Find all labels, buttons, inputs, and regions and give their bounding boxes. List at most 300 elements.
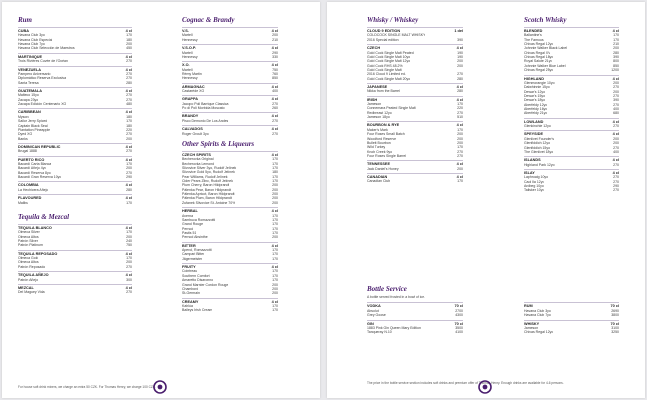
item-price: 270 (272, 101, 278, 106)
menu-item (182, 89, 278, 93)
group-name: CREAMY (182, 299, 199, 304)
item-price: 270 (613, 102, 619, 107)
item-price: 170 (613, 33, 619, 38)
cognac-column (182, 16, 278, 313)
section-title: Scotch Whisky (524, 16, 567, 24)
item-price: 220 (126, 127, 132, 132)
item-price: 270 (613, 124, 619, 129)
menu-item (367, 167, 463, 171)
item-name: Royal Salute 21yo (524, 59, 553, 64)
item-name: 1883 Pink Gin Queen Mary Edition (367, 325, 421, 330)
group-size: 4 cl (456, 123, 463, 128)
item-name: Pálenka Pear, Baron Hildprandt (182, 187, 232, 192)
menu-item (18, 81, 132, 85)
menu-item (18, 188, 132, 192)
item-name: Olmeca Altos (18, 260, 39, 265)
item-price: 270 (613, 179, 619, 184)
item-price: 270 (457, 72, 463, 77)
item-price: 200 (457, 136, 463, 141)
item-name: Sailor Jerry Spiced (18, 119, 48, 124)
item-name: Bacardí Gran Reserva 10yo (18, 175, 62, 180)
item-price: 170 (272, 179, 278, 184)
item-name: Glenkinchie 12yo (524, 124, 551, 129)
group-size: 4 cl (125, 251, 132, 256)
item-name: Laphroaig 10yo (524, 175, 549, 180)
menu-item (18, 46, 132, 50)
item-price: 270 (126, 76, 132, 81)
item-name: Zufanek Slivovice St. Antoine 70% (182, 200, 236, 205)
item-price: 200 (126, 234, 132, 239)
item-name: Aberfeldy 12yo (524, 102, 548, 107)
section-title: Whisky / Whiskey (367, 16, 419, 24)
right-footnote: The price in the bottle service section includes soft drinks and premium offer of Thomas Henry. Enough drinks are available for 4-6 persons. (367, 381, 564, 385)
item-name: Plantation Pineapple (18, 127, 51, 132)
item-price: 170 (272, 252, 278, 257)
item-name: Dewar's 15yo (524, 93, 546, 98)
item-price: 200 (457, 63, 463, 68)
item-name: Aberfeldy 16yo (524, 106, 548, 111)
menu-item (182, 106, 278, 110)
item-name: Havana Club 7yo (524, 313, 551, 318)
item-name: Jameson 18yo (367, 115, 390, 120)
item-price: 4300 (455, 313, 463, 318)
item-price: 180 (126, 37, 132, 42)
group-size: 4 cl (612, 29, 619, 33)
group-name: TEQUILA AÑEJO (18, 273, 49, 278)
item-name: 2016 Special edition (367, 37, 399, 42)
menu-item (367, 313, 463, 317)
item-price: 170 (272, 256, 278, 261)
item-price: 290 (126, 175, 132, 180)
item-name: Sambuca Romazzotti (182, 217, 216, 222)
item-name: Johnnie Walker Blue Label (524, 63, 566, 68)
brand-logo-icon (153, 380, 167, 394)
item-name: Patrón Añejo (18, 277, 39, 282)
menu-item (182, 257, 278, 261)
group-name: LOWLAND (524, 119, 544, 124)
item-name: Grey Goose (367, 313, 386, 318)
item-name: Amaretto Disaronno (182, 278, 214, 283)
group-size: 4 cl (456, 46, 463, 51)
menu-item (182, 119, 278, 123)
group-name: CARIBBEAN (18, 110, 41, 115)
item-name: Hennessy (182, 76, 198, 81)
item-name: Malibu (18, 200, 29, 205)
item-name: Captain Black Seal (18, 123, 48, 128)
item-price: 510 (457, 115, 463, 120)
item-price: 270 (126, 97, 132, 102)
group-size: 4 cl (612, 76, 619, 81)
item-price: 200 (457, 166, 463, 171)
item-name: Mysoro (18, 114, 30, 119)
item-price: 270 (126, 93, 132, 98)
bottle-service-title: Bottle Service (367, 285, 407, 293)
section-title: Rum (18, 16, 33, 24)
item-name: Slivovice Silver 3yo, Rudolf Jelínek (182, 166, 237, 171)
item-name: Dyed XO (18, 132, 33, 137)
item-price: 290 (613, 184, 619, 189)
item-name: Martell (182, 33, 193, 38)
group-name: CANADIAN (367, 175, 388, 179)
section-title: Cognac & Brandy (182, 16, 235, 24)
item-price: 280 (457, 89, 463, 94)
item-name: Bulleit Bourbon (367, 140, 391, 145)
group-name: HERBAL (182, 209, 198, 214)
item-name: Brugal 1888 (18, 149, 37, 154)
group-size: 4 cl (271, 29, 278, 33)
item-name: Pampero Aniversario (18, 71, 51, 76)
item-name: Olmeca Silver (18, 230, 40, 235)
item-price: 200 (272, 33, 278, 38)
group-name: HIGHLAND (524, 76, 545, 81)
item-name: Castarède XO (182, 89, 205, 94)
item-name: Jameson (367, 102, 382, 107)
item-price: 300 (126, 277, 132, 282)
group-name: JAPANESE (367, 84, 388, 89)
group-name: CZECH SPIRITS (182, 152, 211, 157)
item-price: 200 (613, 46, 619, 51)
item-price: 170 (457, 179, 463, 184)
item-price: 210 (613, 42, 619, 47)
item-name: Zacapa Edición Centenario XO (18, 102, 67, 107)
left-footnote: For house soft drink mixers, we charge an extra 50 CZK. For Thomas Henry, we charge 100 CZK. (18, 385, 156, 389)
item-price: 200 (272, 282, 278, 287)
item-price: 170 (272, 278, 278, 283)
item-name: Patrón Reposado (18, 264, 46, 269)
item-name: Slivovice Gold 5yo, Rudolf Jelínek (182, 170, 235, 175)
item-price: 390 (613, 55, 619, 60)
item-price: 270 (126, 149, 132, 154)
item-name: Banks (18, 136, 28, 141)
group-size: 4 cl (271, 265, 278, 270)
item-price: 850 (272, 76, 278, 81)
item-price: 220 (457, 106, 463, 111)
item-name: Dalwhinnie 15yo (524, 85, 550, 90)
menu-item (18, 265, 132, 269)
item-name: Talisker 10yo (524, 188, 545, 193)
item-name: COLDCOCK SINGLE MALT WHISKY (367, 33, 426, 38)
item-name: Havana Club Especial (18, 37, 53, 42)
item-name: Po di Poli Morbida Moscato (182, 106, 225, 111)
bottle-service-left (367, 302, 463, 334)
group-size: 70 cl (610, 321, 619, 326)
item-price: 200 (613, 136, 619, 141)
item-price: 200 (272, 187, 278, 192)
group-size: 4 cl (125, 225, 132, 230)
group-size: 4 cl (125, 88, 132, 93)
item-price: 270 (126, 59, 132, 64)
item-price: 2700 (455, 308, 463, 313)
item-price: 170 (272, 230, 278, 235)
group-size: 4 cl (612, 170, 619, 175)
group-name: DOMINICAN REPUBLIC (18, 144, 61, 149)
item-price: 240 (126, 239, 132, 243)
item-price: 200 (272, 291, 278, 296)
item-price: 200 (126, 136, 132, 141)
item-name: Grand Rouge (182, 222, 204, 227)
group-name: TEQUILA REPOSADO (18, 251, 58, 256)
item-name: La Hechicera Añejo (18, 187, 49, 192)
item-name: Bacardí Carta Blanca (18, 162, 52, 167)
menu-item (367, 115, 463, 119)
group-name: VENEZUELA (18, 67, 41, 72)
item-name: Jacopo Poli Barrique Classica (182, 101, 229, 106)
group-name: V.S. (182, 29, 189, 33)
item-price: 750 (126, 243, 132, 248)
item-price: 170 (457, 145, 463, 150)
item-price: 200 (272, 196, 278, 201)
item-name: Dewar's 18yo (524, 98, 546, 103)
item-name: The Famous (524, 37, 544, 42)
item-price: 270 (272, 131, 278, 136)
item-price: 170 (126, 200, 132, 205)
menu-item (524, 188, 619, 192)
item-price: 170 (272, 217, 278, 222)
item-name: 2016 Cloud 9 Limited ed. (367, 72, 406, 77)
item-name: Canadian Club (367, 179, 391, 184)
menu-item (18, 175, 132, 179)
group-name: BLENDED (524, 29, 543, 33)
group-name: ARMAGNAC (182, 84, 205, 89)
item-price: 180 (126, 114, 132, 119)
item-name: Gold Cock RHS 48.2% (367, 63, 403, 68)
brand-logo-icon (478, 380, 492, 394)
item-price: 3250 (611, 330, 619, 335)
menu-item (182, 38, 278, 42)
menu-item (182, 55, 278, 59)
group-size: 4 cl (125, 144, 132, 149)
group-name: WHISKY (524, 321, 540, 326)
item-name: Dewar's 12yo (524, 89, 546, 94)
item-price: 170 (272, 273, 278, 278)
menu-item (18, 149, 132, 153)
group-name: TEQUILA BLANCO (18, 225, 52, 230)
menu-item (182, 76, 278, 80)
item-name: Pisco Demonio De Los Andes (182, 118, 229, 123)
item-name: Caol Ila 12yo (524, 179, 545, 184)
item-price: 330 (272, 54, 278, 59)
group-name: VODKA (367, 304, 381, 309)
group-size: 70 cl (454, 321, 463, 326)
item-name: Glenfiddich 15yo (524, 145, 551, 150)
item-price: 180 (272, 170, 278, 175)
item-price: 800 (613, 59, 619, 64)
item-name: Johnnie Walker Black Label (524, 46, 568, 51)
item-name: Aberfeldy 21yo (524, 111, 548, 116)
group-name: CUBA (18, 29, 29, 33)
item-name: Redbreast 12yo (367, 110, 392, 115)
group-size: 4 cl (271, 152, 278, 157)
item-price: 200 (457, 132, 463, 137)
item-price: 170 (272, 248, 278, 253)
group-size: 4 cl (612, 119, 619, 124)
item-price: 200 (126, 260, 132, 265)
menu-item (182, 235, 278, 239)
group-size: 4 cl (456, 97, 463, 102)
item-name: Highland Park 12yo (524, 162, 555, 167)
menu-item (182, 308, 278, 312)
item-name: Chivas Regal 12yo (524, 42, 554, 47)
item-price: 200 (126, 42, 132, 47)
item-price: 200 (126, 166, 132, 171)
group-size: 4 cl (125, 110, 132, 115)
item-name: Plum Cherry, Baron Hildprandt (182, 183, 230, 188)
menu-item (524, 163, 619, 167)
menu-item (524, 111, 619, 115)
menu-page-left (2, 2, 320, 398)
item-name: Glenlivet Founder's (524, 136, 555, 141)
bottle-service-right (524, 302, 619, 334)
item-price: 270 (126, 290, 132, 295)
group-size: 70 cl (610, 304, 619, 309)
item-price: 4100 (455, 330, 463, 335)
group-size: 4 cl (125, 285, 132, 290)
item-price: 170 (457, 127, 463, 132)
item-price: 390 (613, 98, 619, 103)
item-name: Chivas Regal XV (524, 50, 551, 55)
group-name: CALVADOS (182, 127, 203, 132)
group-size: 4 cl (612, 158, 619, 163)
item-name: Campari Bitter (182, 252, 205, 257)
item-price: 170 (126, 256, 132, 261)
item-name: Wild Turkey (367, 145, 386, 150)
item-name: Four Roses Small Batch (367, 132, 405, 137)
group-name: PUERTO RICO (18, 157, 45, 162)
item-name: Santa Teresa (18, 80, 39, 85)
item-name: Cider Pears Zlinc, Rudolf Jelínek (182, 179, 233, 184)
menu-item (524, 330, 619, 334)
menu-item (524, 313, 619, 317)
group-size: 4 cl (271, 243, 278, 248)
item-name: Kahlúa (182, 303, 193, 308)
item-price: 200 (613, 80, 619, 85)
item-name: Pernod (182, 226, 194, 231)
item-name: Glenmorangie 10yo (524, 80, 555, 85)
item-name: Connemara Peated Single Malt (367, 106, 416, 111)
group-size: 4 cl (125, 54, 132, 59)
group-name: FLAVOURED (18, 196, 42, 201)
item-name: Becherovka Lemond (182, 161, 215, 166)
item-name: Hennessy (182, 37, 198, 42)
group-name: ISLAY (524, 170, 535, 175)
item-name: Chambord (182, 286, 199, 291)
menu-page-right (327, 2, 645, 398)
item-name: Pear Williams, Rudolf Jelínek (182, 174, 228, 179)
item-price: 170 (126, 162, 132, 167)
group-name: COLOMBIA (18, 183, 39, 188)
item-price: 270 (457, 110, 463, 115)
item-price: 200 (272, 192, 278, 197)
group-name: GUATEMALA (18, 88, 42, 93)
item-name: Four Roses Single Barrel (367, 153, 407, 158)
group-size: 4 cl (125, 67, 132, 72)
menu-item (18, 59, 132, 63)
item-name: Trois Rivières Cuvée de l'Océan (18, 59, 68, 64)
item-name: Havana Club 7yo (18, 42, 45, 47)
section-title: Other Spirits & Liqueurs (182, 139, 255, 148)
menu-item (367, 330, 463, 334)
group-size: 4 cl (612, 132, 619, 137)
menu-item (18, 290, 132, 294)
group-name: X.O. (182, 63, 190, 68)
group-size: 4 cl (271, 63, 278, 68)
item-name: Nikka from the Barrel (367, 89, 400, 94)
group-name: CZECH (367, 46, 381, 51)
item-name: Gold Cock Single Malt Peated (367, 50, 414, 55)
item-name: St-Germain (182, 291, 200, 296)
menu-item (367, 38, 463, 42)
item-name: Glenfiddich 12yo (524, 141, 551, 146)
item-price: 390 (457, 37, 463, 42)
item-price: 680 (613, 111, 619, 116)
item-price: 270 (457, 153, 463, 158)
menu-item (367, 89, 463, 93)
group-size: 4 cl (271, 299, 278, 304)
group-name: RUM (524, 304, 533, 309)
item-name: Bacardí Añejo 4yo (18, 166, 47, 171)
item-name: Gold Cock Single Malt 12yo (367, 59, 411, 64)
menu-item (524, 124, 619, 128)
menu-item (524, 150, 619, 154)
item-price: 850 (613, 63, 619, 68)
item-name: Jack Daniel's Honey (367, 166, 399, 171)
item-price: 270 (126, 170, 132, 175)
item-name: Becherovka Original (182, 157, 214, 162)
item-name: Grand Marnier Cordon Rouge (182, 282, 229, 287)
menu-item (182, 201, 278, 205)
item-price: 200 (457, 59, 463, 64)
item-price: 3100 (611, 325, 619, 330)
item-price: 170 (272, 213, 278, 218)
item-price: 3800 (611, 313, 619, 318)
group-size: 4 cl (125, 29, 132, 33)
item-price: 270 (126, 264, 132, 269)
item-price: 170 (272, 157, 278, 162)
group-size: 4 cl (456, 175, 463, 179)
item-price: 170 (272, 269, 278, 274)
menu-item (18, 278, 132, 282)
item-price: 270 (272, 118, 278, 123)
item-price: 270 (457, 149, 463, 154)
bottle-service-section (367, 285, 619, 335)
group-size: 4 cl (125, 273, 132, 278)
group-size: 4 cl (271, 209, 278, 214)
item-name: Martell (182, 50, 193, 55)
item-name: Pastis 51 (182, 230, 197, 235)
group-size: 4 cl (456, 162, 463, 167)
item-price: 200 (613, 141, 619, 146)
item-price: 170 (272, 308, 278, 313)
item-name: Patrón Platinum (18, 243, 43, 248)
item-name: Malteco 15yo (18, 93, 39, 98)
group-name: MARTINIQUE (18, 54, 43, 59)
group-name: V.S.O.P. (182, 46, 196, 51)
item-price: 170 (613, 37, 619, 42)
item-name: Pálenka Plum, Baron Hildprandt (182, 196, 232, 201)
item-price: 750 (272, 67, 278, 72)
menu-item (18, 102, 132, 106)
item-price: 270 (613, 188, 619, 193)
item-price: 170 (272, 174, 278, 179)
whisky-column (367, 16, 463, 184)
item-price: 170 (272, 222, 278, 227)
item-name: Absolut (367, 308, 379, 313)
item-name: Chivas Regal 18yo (524, 55, 554, 60)
item-name: Pernod Absinthe (182, 235, 208, 240)
item-name: Patrón Silver (18, 239, 39, 243)
item-name: Chivas Regal 25yo (524, 68, 554, 73)
item-price: 280 (126, 187, 132, 192)
